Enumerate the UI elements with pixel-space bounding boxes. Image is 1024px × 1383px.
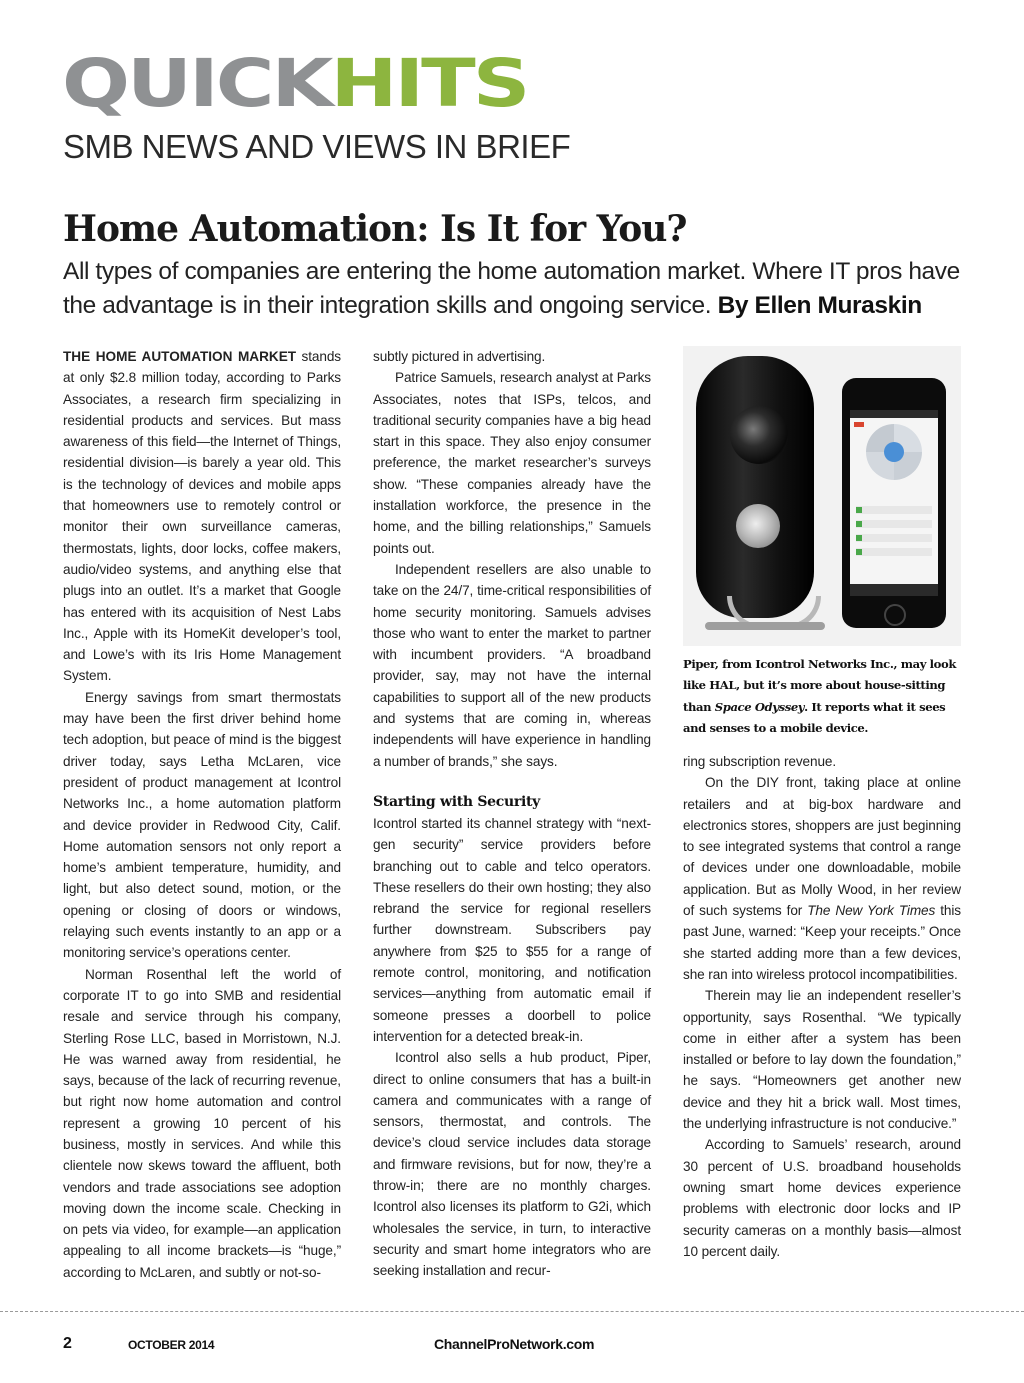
website-url: ChannelProNetwork.com: [434, 1336, 595, 1352]
paragraph: ring subscription revenue.: [683, 754, 837, 769]
page-number: 2: [63, 1335, 72, 1352]
paragraph-text: On the DIY front, taking place at online retailers and at big-box hardware and electronics stores, shoppers are just beginning to see integrated systems that control a range of devices under one downloadable, mobile application. But as Molly Wood, in her review of such systems for: [683, 775, 961, 919]
phone-screen: [850, 410, 938, 596]
paragraph: [63, 346, 341, 687]
section-tagline: SMB NEWS AND VIEWS IN BRIEF: [63, 128, 571, 165]
paragraph: Therein may lie an independent reseller’s opportunity, says Rosenthal. “We typically come in either after a system has been installed or before to lay down the foundation,” he says. “Homeowners get another new device and they hit a brick wall. Most times, the underlying infrastructure is not conducive.”: [683, 988, 961, 1132]
paragraph: Independent resellers are also unable to take on the 24/7, time-critical responsibilities of home security monitoring. Samuels advises those who want to enter the market to partner with incumbent providers. “A broadband provider, say, may not have the internal capabilities to support all of the new products and systems that are coming in, whereas independents will have experience in handling a number of brands,” she says.: [373, 561, 651, 769]
paragraph-text: stands at only $2.8 million today, according to Parks Associates, a research firm specializing in residential products and services. But mass awareness of this field—the Internet of Things, residential division—is barely a year old. This is the technology of devices and mobile apps that homeowners use to remotely control or monitor their own surveillance cameras, thermostats, lights, door locks, coffee makers, audio/video systems, and anything else that plugs into an outlet. It’s a market that Google has entered with its acquisition of Nest Labs Inc., Apple with its HomeKit developer’s tool, and Lowe’s with its Iris Home Management System.: [63, 349, 341, 684]
logo-hits: HITS: [330, 45, 528, 122]
paragraph-text: this past June, warned: “Keep your receipts.” Once she started adding more than a few devices, she ran into wireless protocol incompatibilities.: [683, 903, 961, 982]
screen-alert: [854, 422, 864, 427]
subhead: Starting with Security: [373, 793, 540, 810]
smartphone-icon: [842, 378, 946, 628]
column-3: [683, 751, 961, 1262]
paragraph: Icontrol started its channel strategy with “next-gen security” service providers before branching out to cable and telco operators. These resellers do their own hosting; they also rebrand the service for regional resellers further downstream. Subscribers pay anywhere from $25 to $55 for a range of remote control, monitoring, and notification services—anything from automatic email if someone presses a doorbell to police intervention for a detected break-in.: [373, 815, 651, 1044]
motion-sensor: [736, 504, 780, 548]
camera-base: [705, 622, 825, 630]
screen-list-row: [856, 520, 932, 528]
caption-text: Piper, from Icontrol Networks Inc., may look like HAL, but it’s more about house-sitting than: [683, 657, 956, 714]
logo-quick: QUICK: [62, 45, 331, 122]
paragraph: Patrice Samuels, research analyst at Parks Associates, notes that ISPs, telcos, and traditional security companies have a big head start in this space. They also enjoy consumer preference, the market researcher’s surveys show. “These companies already have the installation workforce, the presence in the home, and the billing relationships,” Samuels points out.: [373, 370, 651, 556]
paragraph: subtly pictured in advertising.: [373, 349, 546, 364]
deck-text: All types of companies are entering the home automation market. Where IT pros have the advantage is in their integration skills and ongoing service.: [63, 258, 960, 319]
caption-text: . It reports what it sees and senses to a mobile device.: [683, 699, 946, 735]
screen-dial-center: [884, 442, 904, 462]
column-2: [373, 346, 651, 1281]
product-photo: [683, 346, 961, 646]
article-headline: Home Automation: Is It for You?: [63, 208, 687, 250]
byline: By Ellen Muraskin: [717, 292, 922, 319]
publication-title: The New York Times: [807, 903, 936, 919]
piper-camera-icon: [696, 356, 814, 618]
section-logo: [62, 45, 528, 122]
screen-nav-bar: [850, 584, 938, 596]
lead-in: THE HOME AUTOMATION MARKET: [63, 349, 297, 364]
paragraph: According to Samuels’ research, around 30 percent of U.S. broadband households owning smart home devices experience problems with electronic door locks and IP security cameras on a monthly basis—almost 10 percent daily.: [683, 1137, 961, 1259]
paragraph: Energy savings from smart thermostats may have been the first driver behind home tech adoption, but peace of mind is the biggest driver today, says Letha McLaren, vice president of product management at Icontrol Networks Inc., a home automation platform and device provider in Redwood City, Calif. Home automation sensors not only report a home’s ambient temperature, humidity, and light, but also detect sound, motion, or the opening or closing of doors or windows, relaying such events instantly to an app or a monitoring service’s operations center.: [63, 689, 341, 961]
paragraph: [683, 772, 961, 985]
screen-list-row: [856, 548, 932, 556]
footer-divider: [0, 1311, 1024, 1312]
photo-caption: [683, 654, 961, 739]
phone-home-button: [884, 604, 906, 626]
screen-list-row: [856, 534, 932, 542]
column-1: [63, 346, 341, 1283]
paragraph: Icontrol also sells a hub product, Piper, direct to online consumers that has a built-in camera and communicates with a range of sensors, thermostat, and controls. The device’s cloud service includes data storage and firmware revisions, but for now, they’re a throw-in; there are no monthly charges. Icontrol also licenses its platform to G2i, which wholesales the service, in turn, to interactive security and smart home integrators who are seeking installation and recur-: [373, 1050, 651, 1279]
article-deck: [63, 255, 973, 323]
camera-lens: [730, 406, 788, 464]
paragraph: Norman Rosenthal left the world of corporate IT to go into SMB and residential resale and service through his company, Sterling Rose LLC, based in Morristown, N.J. He was warned away from residential, he says, because of the lack of recurring revenue, but right now home automation and control represent a growing 10 percent of his business, mostly in services. And while this clientele now skews toward the affluent, both vendors and trade associations see adoption moving down the income scale. Checking in on pets via video, for example—an application appealing to all income brackets—is “huge,” according to McLaren, and subtly or not-so-: [63, 966, 341, 1280]
issue-date: OCTOBER 2014: [128, 1338, 215, 1352]
screen-list-row: [856, 506, 932, 514]
caption-movie-title: Space Odyssey: [714, 699, 805, 714]
screen-status-bar: [850, 410, 938, 418]
